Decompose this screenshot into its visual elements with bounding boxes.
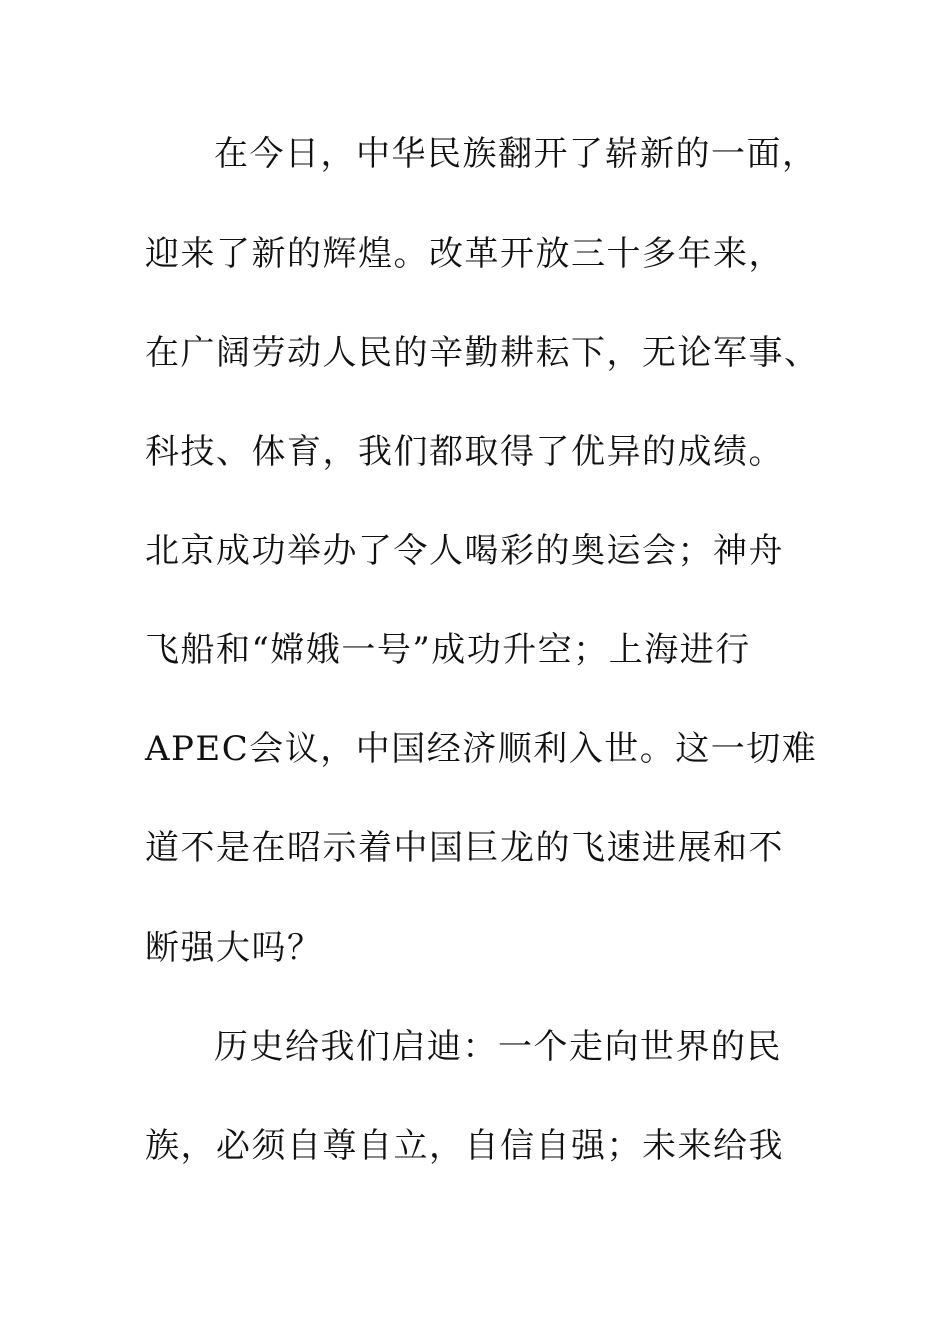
paragraph-2-line-2: 族，必须自尊自立，自信自强；未来给我 [145,1126,784,1166]
paragraph-1-line-4: 科技、体育，我们都取得了优异的成绩。 [145,432,784,472]
paragraph-1-line-3: 在广阔劳动人民的辛勤耕耘下，无论军事、 [145,333,820,373]
paragraph-1-line-9: 断强大吗？ [145,928,323,968]
paragraph-1-line-5: 北京成功举办了令人喝彩的奥运会；神舟 [145,531,784,571]
paragraph-1-line-1: 在今日，中华民族翻开了崭新的一面， [214,134,818,174]
paragraph-1-line-7: APEC会议，中国经济顺利入世。这一切难 [145,729,818,769]
paragraph-1-line-8: 道不是在昭示着中国巨龙的飞速进展和不 [145,828,784,868]
paragraph-1-line-6: 飞船和“嫦娥一号”成功升空；上海进行 [145,630,751,670]
paragraph-2-line-1: 历史给我们启迪：一个走向世界的民 [214,1027,782,1067]
paragraph-1-line-2: 迎来了新的辉煌。改革开放三十多年来， [145,234,784,274]
